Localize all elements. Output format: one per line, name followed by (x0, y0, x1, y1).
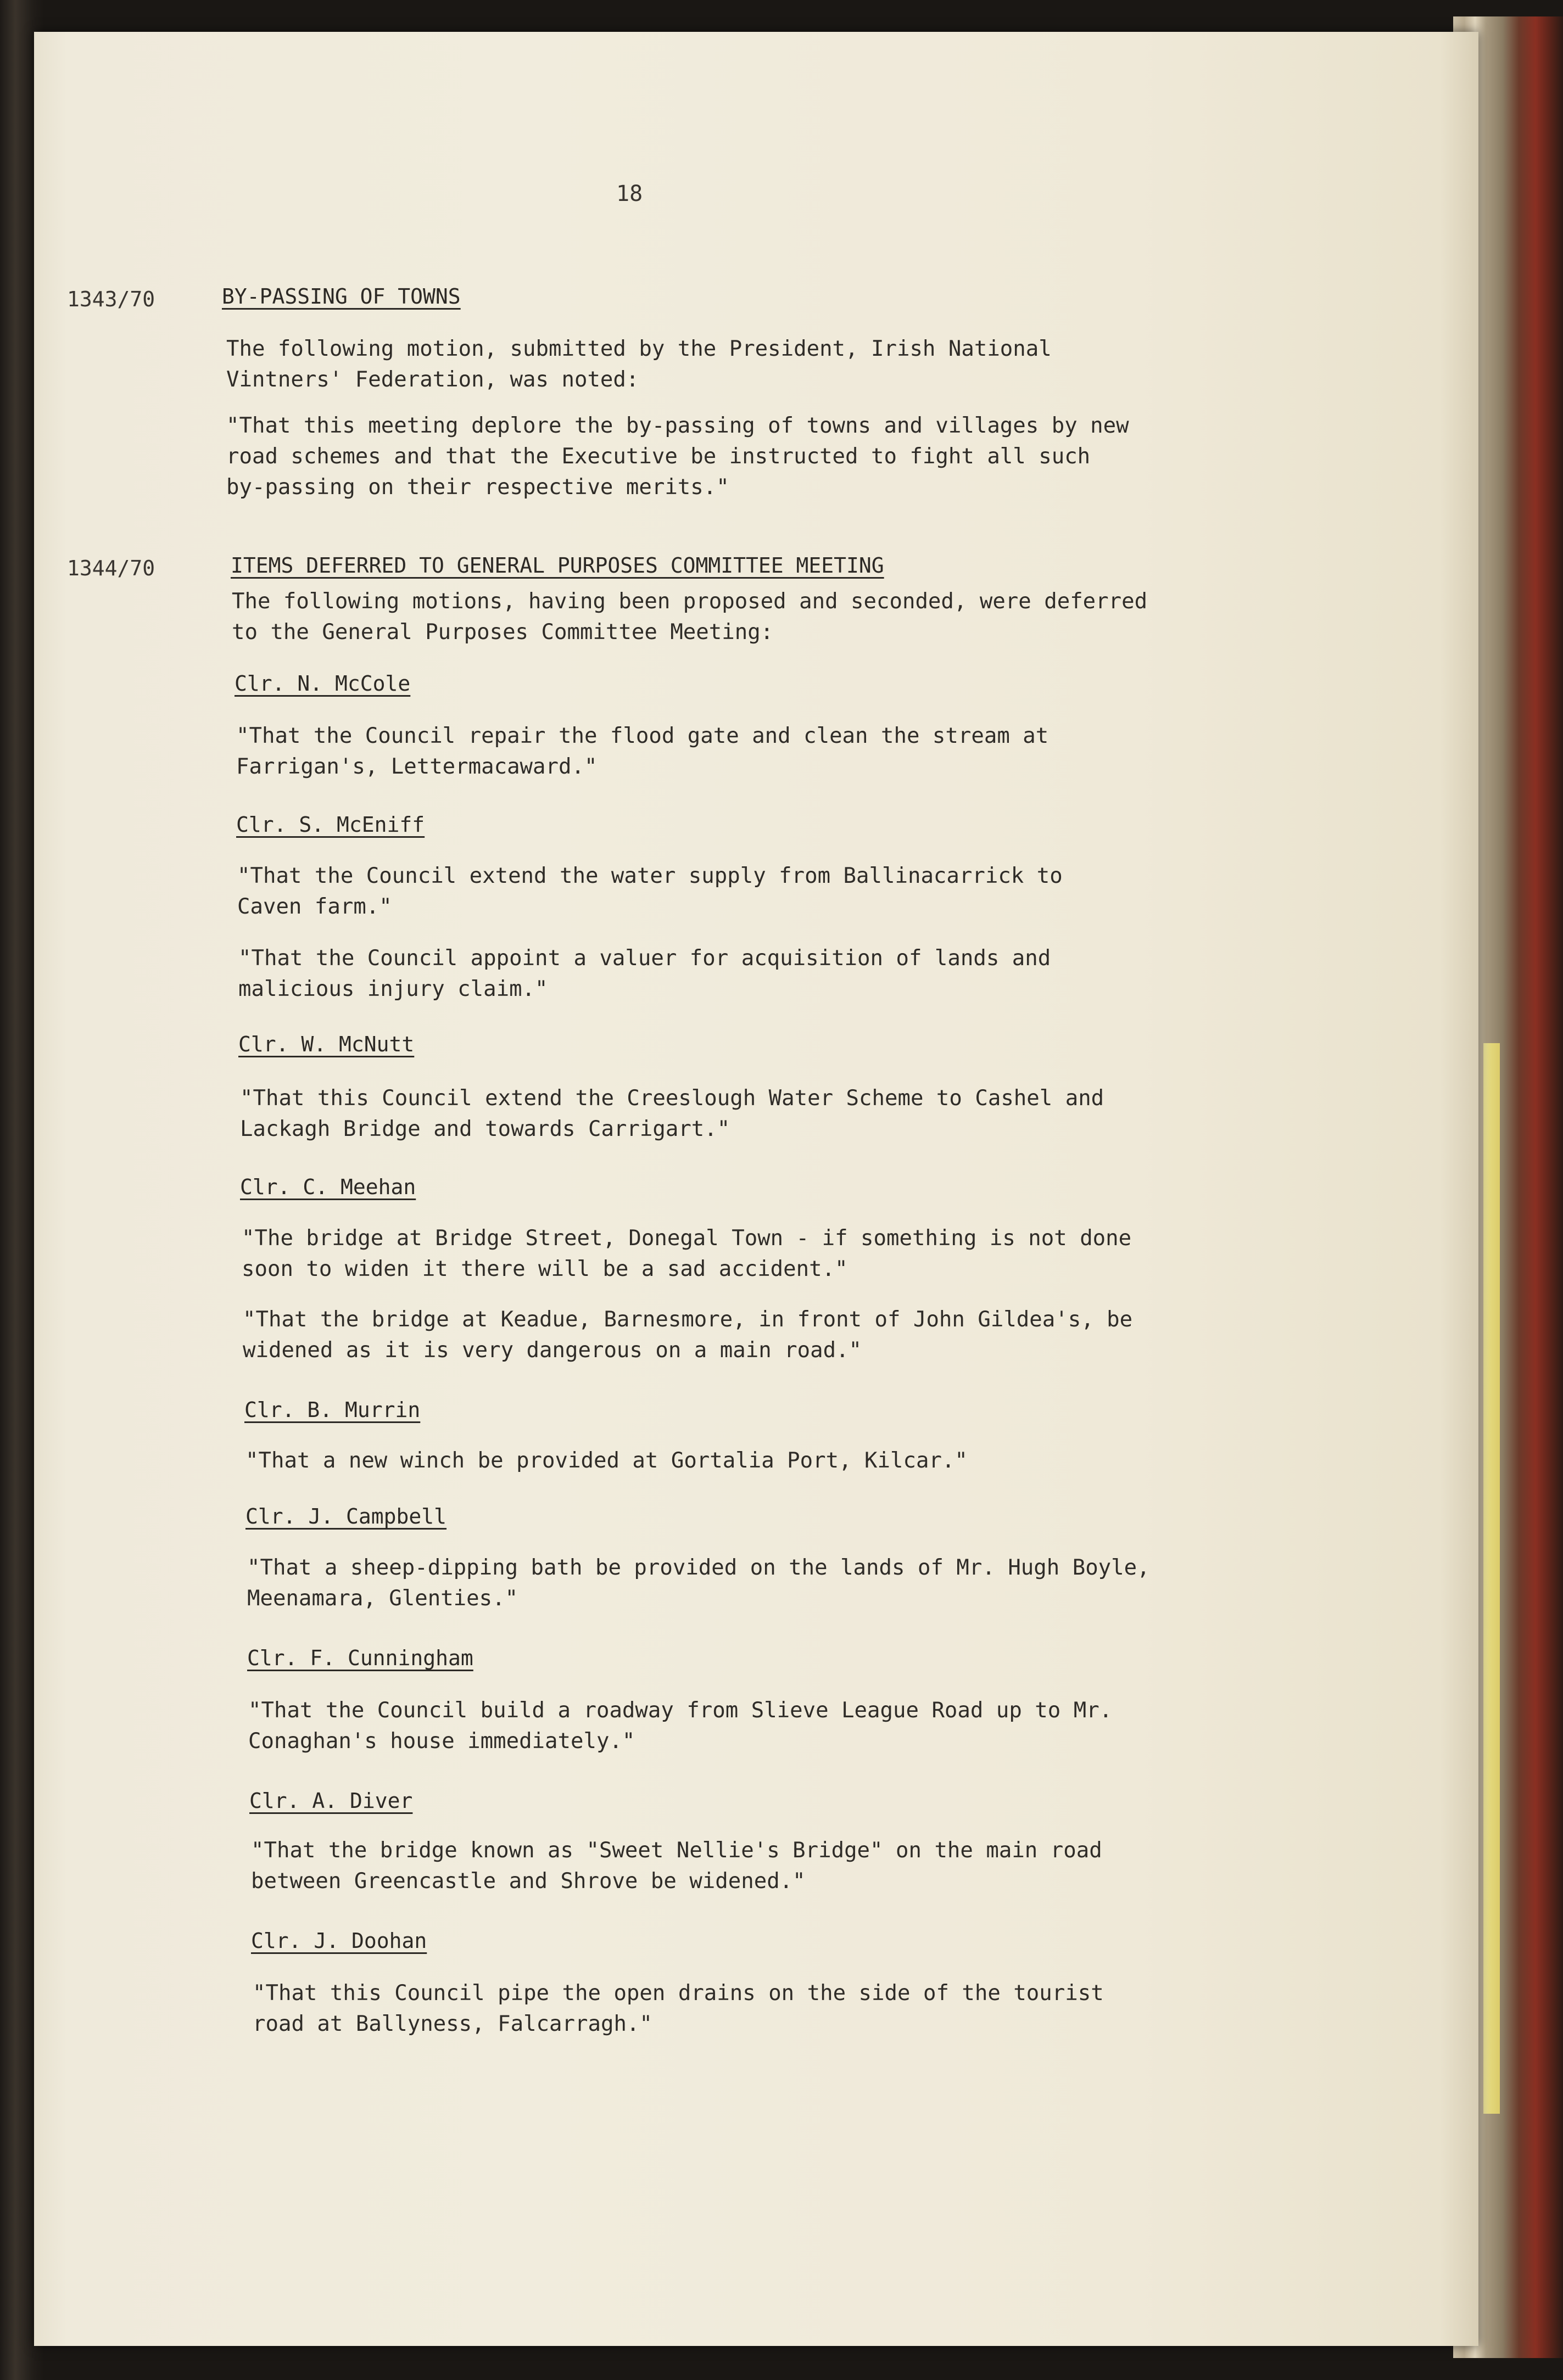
councillor-name: Clr. B. Murrin (244, 1398, 421, 1422)
yellow-page-marker (1483, 1043, 1500, 2114)
motion-text: "That a new winch be provided at Gortalia Port, Kilcar." (245, 1448, 968, 1473)
councillor-name: Clr. J. Campbell (245, 1504, 447, 1528)
councillor-name: Clr. A. Diver (249, 1789, 413, 1813)
item-1343-motion: "That this meeting deplore the by-passing of towns and villages by new road schemes and that the Executive be instructed to fight all such by-passing on their respective merits." (226, 413, 1129, 500)
motion-text: "That this Council extend the Creeslough Water Scheme to Cashel and Lackagh Bridge and towards Carrigart." (240, 1086, 1104, 1141)
councillor-name: Clr. F. Cunningham (247, 1646, 473, 1670)
motion-text: "That the Council extend the water supply from Ballinacarrick to Caven farm." (237, 864, 1063, 919)
councillor-name: Clr. S. McEniff (236, 813, 425, 837)
motion-text: "That the bridge known as "Sweet Nellie's Bridge" on the main road between Greencastle and Shrove be widened." (251, 1838, 1102, 1894)
motion-text: "The bridge at Bridge Street, Donegal Town - if something is not done soon to widen it there will be a sad accident." (242, 1226, 1132, 1281)
item-number-1343: 1343/70 (67, 287, 155, 311)
motion-text: "That a sheep-dipping bath be provided on the lands of Mr. Hugh Boyle, Meenamara, Glenties." (247, 1555, 1150, 1611)
councillor-name: Clr. C. Meehan (240, 1175, 416, 1199)
item-1343-intro: The following motion, submitted by the President, Irish National Vintners' Federation, was noted: (226, 337, 1052, 392)
item-number-1344: 1344/70 (67, 556, 155, 580)
councillor-name: Clr. N. McCole (235, 671, 411, 696)
heading-items-deferred: ITEMS DEFERRED TO GENERAL PURPOSES COMMITTEE MEETING (231, 553, 884, 578)
item-1344-intro: The following motions, having been proposed and seconded, were deferred to the General Purposes Committee Meeting: (232, 589, 1148, 645)
motion-text: "That the bridge at Keadue, Barnesmore, in front of John Gildea's, be widened as it is very dangerous on a main road." (243, 1307, 1133, 1363)
document-page (34, 32, 1478, 2346)
motion-text: "That the Council repair the flood gate and clean the stream at Farrigan's, Lettermacaward." (236, 724, 1049, 779)
councillor-name: Clr. J. Doohan (251, 1929, 427, 1953)
motion-text: "That the Council build a roadway from Slieve League Road up to Mr. Conaghan's house immediately." (248, 1698, 1113, 1754)
motion-text: "That this Council pipe the open drains on the side of the tourist road at Ballyness, Falcarragh." (253, 1981, 1104, 2036)
motion-text: "That the Council appoint a valuer for acquisition of lands and malicious injury claim." (238, 946, 1051, 1001)
page-number: 18 (616, 181, 643, 206)
councillor-name: Clr. W. McNutt (238, 1032, 415, 1056)
heading-by-passing-of-towns: BY-PASSING OF TOWNS (222, 284, 461, 309)
